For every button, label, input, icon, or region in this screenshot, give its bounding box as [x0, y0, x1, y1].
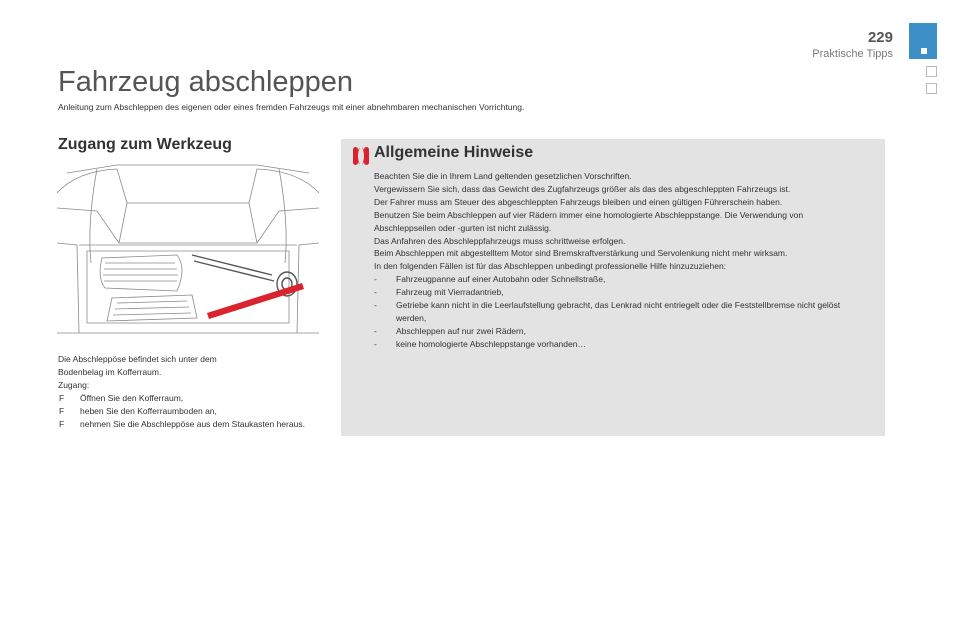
list-item: [374, 299, 864, 325]
note-paragraph: Beim Abschleppen mit abgestelltem Motor sind Bremskraftverstärkung und Servolenkung nicht mehr wirksam.: [374, 248, 788, 259]
note-paragraph: Vergewissern Sie sich, dass das Gewicht des Zugfahrzeugs größer als das des abgeschleppten Fahrzeugs ist.: [374, 183, 791, 194]
step-list: [58, 392, 318, 431]
step-bullet: F: [59, 419, 65, 429]
dash-bullet: -: [374, 325, 377, 336]
step-text: nehmen Sie die Abschleppöse aus dem Staukasten heraus.: [80, 419, 305, 429]
instruction-line: Die Abschleppöse befindet sich unter dem: [58, 354, 217, 364]
list-item: [374, 338, 864, 351]
chapter-label: Praktische Tipps: [812, 48, 893, 60]
notes-box: [341, 139, 885, 436]
dash-bullet: -: [374, 287, 377, 298]
dash-bullet: -: [374, 274, 377, 285]
note-paragraph: Beachten Sie die in Ihrem Land geltenden gesetzlichen Vorschriften.: [374, 171, 632, 181]
list-item: [374, 286, 864, 299]
step-text: Öffnen Sie den Kofferraum,: [80, 393, 184, 403]
list-item: [58, 418, 318, 431]
list-item: [58, 392, 318, 405]
tool-section-title: Zugang zum Werkzeug: [58, 136, 232, 153]
note-paragraph: Das Anfahren des Abschleppfahrzeugs muss schrittweise erfolgen.: [374, 235, 626, 246]
trunk-illustration: [57, 163, 319, 345]
cases-list: [374, 273, 864, 350]
tab-box-icon: [926, 83, 937, 94]
notes-title: Allgemeine Hinweise: [374, 144, 534, 161]
page-title: Fahrzeug abschleppen: [58, 66, 354, 98]
tab-marker-icon: [921, 48, 927, 54]
tab-box-icon: [926, 66, 937, 77]
instruction-line: Bodenbelag im Kofferraum.: [58, 367, 162, 377]
step-bullet: F: [59, 406, 65, 416]
list-item: [374, 273, 864, 286]
dash-bullet: -: [374, 338, 377, 349]
page-number: 229: [867, 29, 893, 46]
instruction-line: Zugang:: [58, 380, 90, 390]
case-text: keine homologierte Abschleppstange vorhanden…: [396, 338, 586, 349]
case-text: Abschleppen auf nur zwei Rädern,: [396, 325, 526, 336]
step-bullet: F: [59, 393, 65, 403]
chapter-tab: [909, 23, 937, 59]
step-text: heben Sie den Kofferraumboden an,: [80, 406, 217, 416]
intro-text: Anleitung zum Abschleppen des eigenen oder eines fremden Fahrzeugs mit einer abnehmbaren mechanischen Vorrichtung.: [58, 102, 525, 112]
list-item: [58, 405, 318, 418]
case-text: Fahrzeugpanne auf einer Autobahn oder Schnellstraße,: [396, 274, 606, 285]
list-item: [374, 325, 864, 338]
note-paragraph: Der Fahrer muss am Steuer des abgeschleppten Fahrzeugs bleiben und einen gültigen Führerschein haben.: [374, 196, 783, 207]
case-text: Fahrzeug mit Vierradantrieb,: [396, 287, 504, 298]
note-paragraph: In den folgenden Fällen ist für das Abschleppen unbedingt professionelle Hilfe hinzuzuziehen:: [374, 261, 727, 272]
warning-icon: [350, 145, 372, 167]
notes-body: [374, 170, 864, 351]
tool-instructions: [58, 353, 318, 431]
case-text: Getriebe kann nicht in die Leerlaufstellung gebracht, das Lenkrad nicht entriegelt oder die Feststellbremse nicht gelöst werden,: [396, 300, 841, 323]
note-paragraph: Benutzen Sie beim Abschleppen auf vier Rädern immer eine homologierte Abschleppstange. Die Verwendung von Abschleppseilen oder -gurten ist nicht zulässig.: [374, 209, 804, 233]
dash-bullet: -: [374, 300, 377, 311]
